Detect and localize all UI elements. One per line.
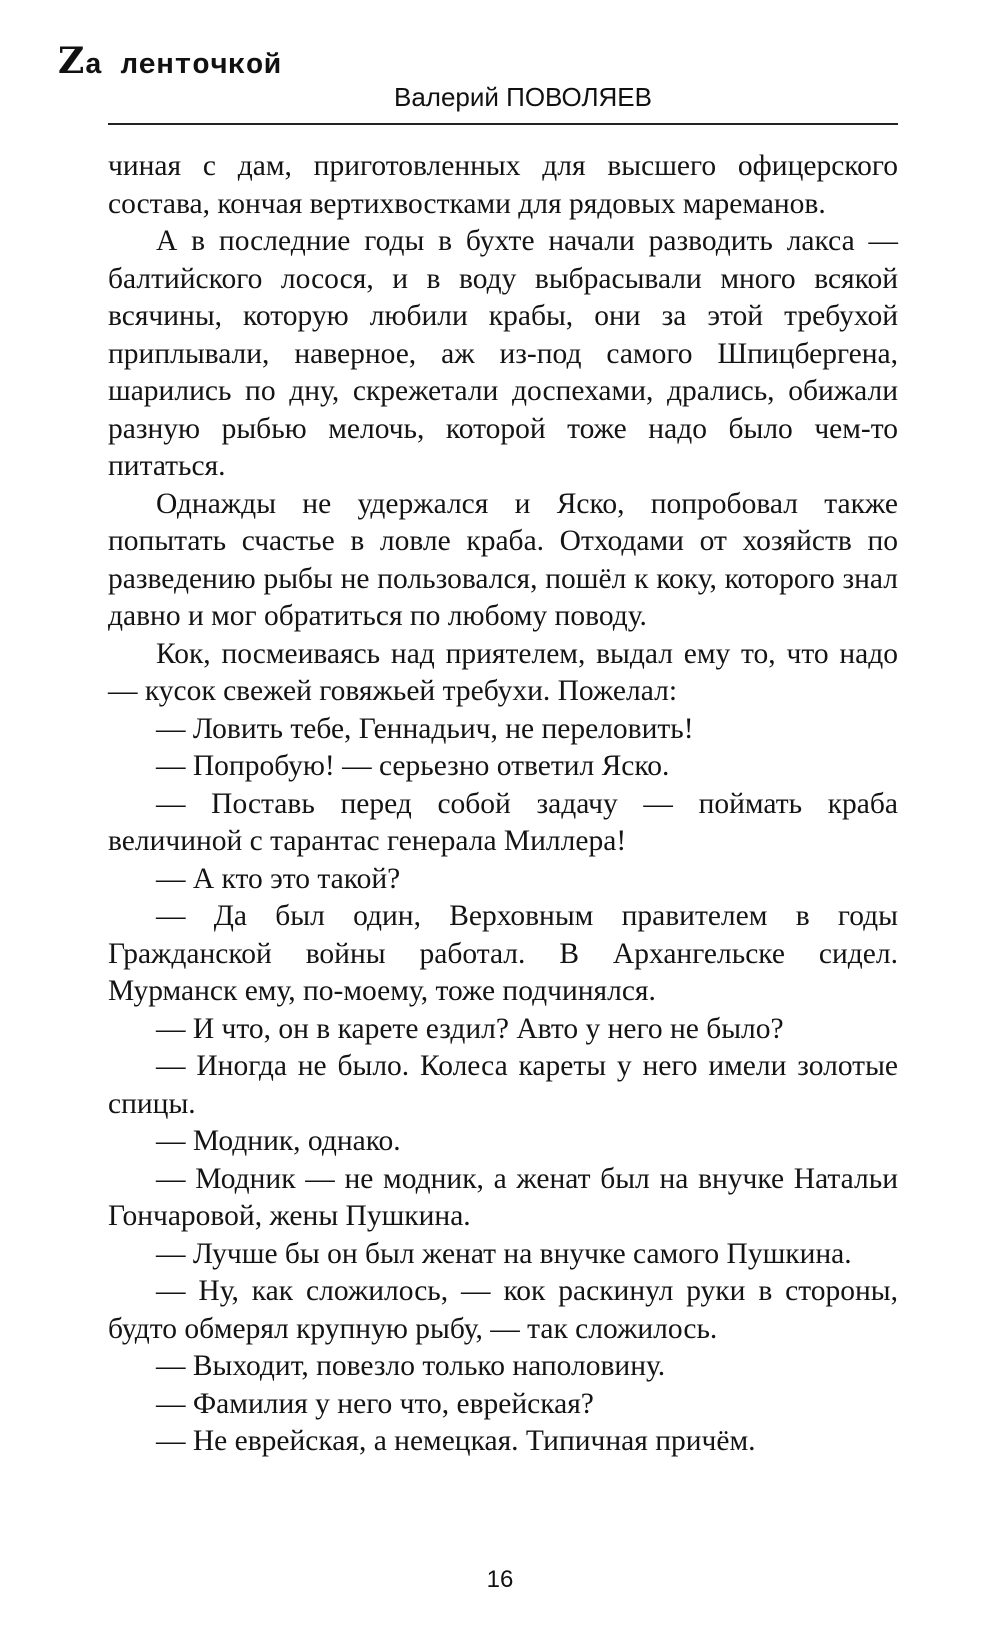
dialogue-line: — А кто это такой? [156, 862, 401, 895]
dialogue-line: — Модник, однако. [156, 1125, 401, 1157]
dialogue-line: — Попробую! — серьезно ответил Яско. [156, 750, 670, 782]
dialogue-line: — Фамилия у него что, еврейская? [156, 1387, 594, 1420]
series-title [58, 40, 282, 82]
dialogue-line: — Лучше бы он был женат на внучке самого Пушкина. [156, 1237, 852, 1270]
paragraph: А в последние годы в бухте начали разводить лакса — балтийского лосося, и в воду выбрасывали много всякой всячины, которую любили крабы, они за этой требухой приплывали, наверное, аж из-под самого Шпицбергена, шарились по дну, скрежетали доспехами, дрались, обижали разную рыбью мелочь, которой тоже надо было чем-то питаться. [108, 225, 898, 482]
dialogue-line: — Ловить тебе, Геннадьич, не переловить! [156, 712, 694, 745]
dialogue-line: — И что, он в карете ездил? Авто у него не было? [156, 1012, 784, 1045]
dialogue-line: — Выходит, повезло только наполовину. [156, 1350, 666, 1382]
paragraph: чиная с дам, приготовленных для высшего офицерского состава, кончая вертихвостками для рядовых марeманов. [108, 150, 898, 220]
dialogue-line: — Не еврейская, а немецкая. Типичная причём. [156, 1425, 756, 1457]
author-name: Валерий ПОВОЛЯЕВ [393, 82, 652, 112]
series-title-rest: а ленточкой [84, 49, 282, 82]
dialogue-line: — Иногда не было. Колеса кареты у него имели золотые спицы. [108, 1050, 898, 1120]
header-rule [108, 123, 898, 125]
dialogue-line: — Да был один, Верховным правителем в годы Гражданской войны работал. В Архангельске сидел. Мурманск ему, по-моему, тоже подчинялся. [108, 900, 898, 1007]
body-text [108, 148, 898, 1461]
dialogue-line: — Поставь перед собой задачу — поймать краба величиной с тарантас генерала Миллера! [108, 787, 898, 857]
paragraph: Кок, посмеиваясь над приятелем, выдал ему то, что надо — кусок свежей говяжьей требухи. Пожелал: [108, 637, 898, 707]
dialogue-line: — Ну, как сложилось, — кок раскинул руки в стороны, будто обмерял крупную рыбу, — так сложилось. [108, 1275, 898, 1345]
page-number: 16 [486, 1566, 514, 1593]
series-title-initial: Z [58, 40, 85, 82]
paragraph: Однажды не удержался и Яско, попробовал также попытать счастье в ловле краба. Отходами от хозяйств по разведению рыбы не пользовался, пошёл к коку, которого знал давно и мог обратиться по любому поводу. [108, 487, 898, 632]
dialogue-line: — Модник — не модник, а женат был на внучке Натальи Гончаровой, жены Пушкина. [108, 1162, 898, 1232]
